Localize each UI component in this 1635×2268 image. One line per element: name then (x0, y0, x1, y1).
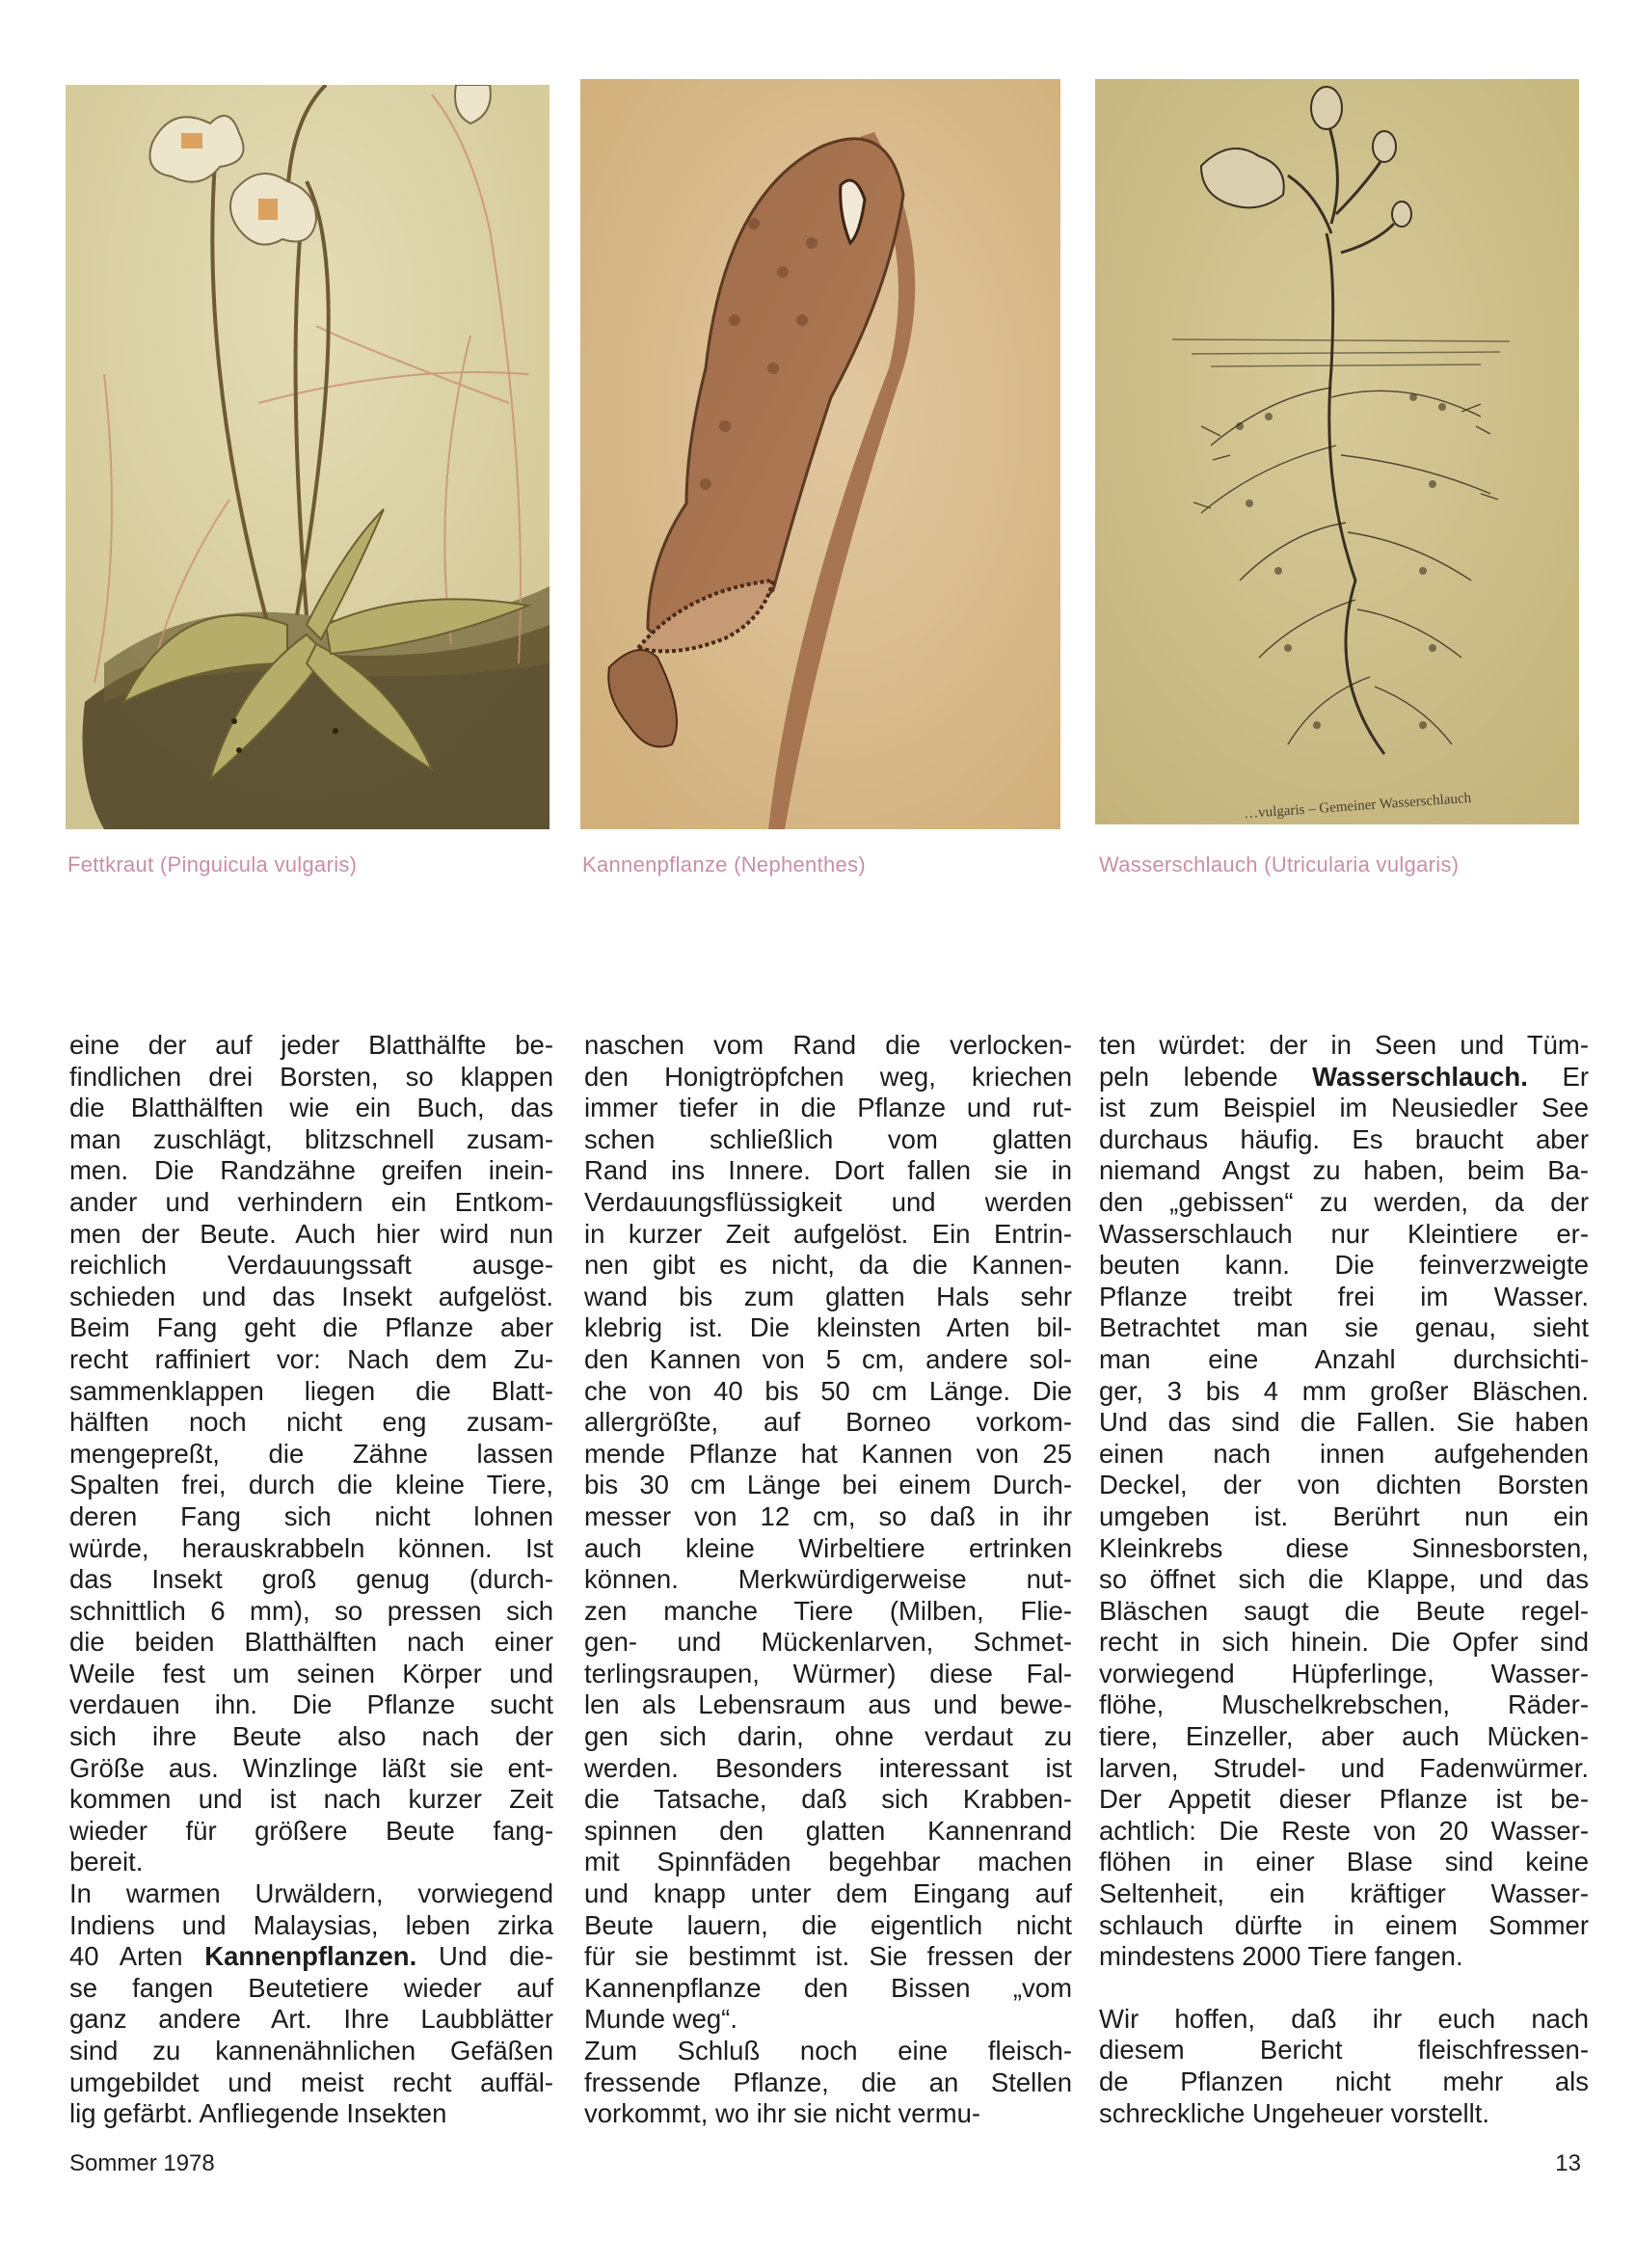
text-line: umgeben ist. Berührt nun ein (1099, 1500, 1589, 1531)
text-column-2 (584, 1030, 1072, 2130)
bladderwort-drawing (1095, 79, 1579, 824)
text-column-1 (69, 1030, 553, 2130)
text-line: lig gefärbt. Anfliegende Insekten (69, 2098, 447, 2129)
bold-term: Kannenpflanzen. (204, 1941, 417, 1972)
text-line: mit Spinnfäden begehbar machen (584, 1847, 1072, 1877)
text-line: sich ihre Beute also nach der (69, 1721, 553, 1752)
text-line: verdauen ihn. Die Pflanze sucht (69, 1689, 553, 1720)
text-line: Und das sind die Fallen. Sie haben (1099, 1407, 1589, 1438)
text-line: schieden und das Insekt aufgelöst. (69, 1281, 553, 1311)
text-line: allergrößte, auf Borneo vorkom- (584, 1407, 1072, 1438)
text-line: Beute lauern, die eigentlich nicht (584, 1909, 1072, 1940)
text-line: che von 40 bis 50 cm Länge. Die (584, 1375, 1072, 1406)
text-line: schnittlich 6 mm), so pressen sich (69, 1595, 553, 1626)
text-line: larven, Strudel- und Fadenwürmer. (1099, 1752, 1589, 1783)
text-line: so öffnet sich die Klappe, und das (1099, 1564, 1589, 1595)
text-line: Munde weg“. (584, 2004, 737, 2035)
text-line: die beiden Blatthälften nach einer (69, 1627, 553, 1658)
text-line: Kannenpflanze den Bissen „vom (584, 1972, 1072, 2003)
text-line: in kurzer Zeit aufgelöst. Ein Entrin- (584, 1218, 1072, 1249)
text-line: durchaus häufig. Es braucht aber (1099, 1123, 1589, 1154)
text-fragment: Und die- (416, 1941, 553, 1972)
text-line: und knapp unter dem Eingang auf (584, 1878, 1072, 1909)
text-line: Verdauungsflüssigkeit und werden (584, 1186, 1072, 1217)
text-line: den Kannen von 5 cm, andere sol- (584, 1343, 1072, 1374)
text-line: Pflanze treibt frei im Wasser. (1099, 1281, 1589, 1311)
text-line: Spalten frei, durch die kleine Tiere, (69, 1470, 553, 1500)
plate-inscription: …vulgaris – Gemeiner Wasserschlauch (1243, 790, 1472, 823)
bold-term: Wasserschlauch. (1312, 1061, 1528, 1092)
text-line: spinnen den glatten Kannenrand (584, 1815, 1072, 1846)
closing-text-line: diesem Bericht fleischfressen- (1099, 2035, 1589, 2066)
text-line: Beim Fang geht die Pflanze aber (69, 1312, 553, 1343)
figure-caption-butterwort: Fettkraut (Pinguicula vulgaris) (67, 852, 358, 877)
text-line: Weile fest um seinen Körper und (69, 1658, 553, 1688)
text-line: reichlich Verdauungssaft ausge- (69, 1250, 553, 1281)
text-line: naschen vom Rand die verlocken- (584, 1030, 1072, 1060)
text-line: auch kleine Wirbeltiere ertrinken (584, 1532, 1072, 1563)
text-line: mende Pflanze hat Kannen von 25 (584, 1438, 1072, 1469)
text-line: niemand Angst zu haben, beim Ba- (1099, 1155, 1589, 1186)
text-line: peln lebende Wasserschlauch. Er (1099, 1061, 1589, 1092)
text-line: Zum Schluß noch eine fleisch- (584, 2036, 1072, 2066)
text-line: den Honigtröpfchen weg, kriechen (584, 1061, 1072, 1092)
text-line: immer tiefer in die Pflanze und rut- (584, 1093, 1072, 1123)
text-line: men der Beute. Auch hier wird nun (69, 1218, 553, 1249)
figure-pitcher-plant-illustration (580, 79, 1060, 829)
text-line: werden. Besonders interessant ist (584, 1752, 1072, 1783)
text-line: wieder für größere Beute fang- (69, 1815, 553, 1846)
text-line: die Blatthälften wie ein Buch, das (69, 1093, 553, 1123)
text-line: In warmen Urwäldern, vorwiegend (69, 1878, 553, 1909)
closing-text-line: Wir hoffen, daß ihr euch nach (1099, 2003, 1589, 2034)
text-line: findlichen drei Borsten, so klappen (69, 1061, 553, 1092)
text-line: recht raffiniert vor: Nach dem Zu- (69, 1343, 553, 1374)
text-line: mengepreßt, die Zähne lassen (69, 1438, 553, 1469)
text-line: einen nach innen aufgehenden (1099, 1438, 1589, 1469)
text-line: Rand ins Innere. Dort fallen sie in (584, 1155, 1072, 1186)
text-line: ander und verhindern ein Entkom- (69, 1186, 553, 1217)
text-line: schlauch dürfte in einem Sommer (1099, 1909, 1589, 1940)
text-line: umgebildet und meist recht auffäl- (69, 2066, 553, 2097)
text-line: flöhen in einer Blase sind keine (1099, 1847, 1589, 1877)
text-line: messer von 12 cm, so daß in ihr (584, 1500, 1072, 1531)
text-line: gen- und Mückenlarven, Schmet- (584, 1627, 1072, 1658)
page-number: 13 (1555, 2150, 1581, 2176)
text-line: sammenklappen liegen die Blatt- (69, 1375, 553, 1406)
text-line: vorkommt, wo ihr sie nicht vermu- (584, 2098, 981, 2129)
butterwort-drawing (66, 85, 549, 829)
text-line: mindestens 2000 Tiere fangen. (1099, 1941, 1463, 1972)
text-line: se fangen Beutetiere wieder auf (69, 1972, 553, 2003)
text-line: schen schließlich vom glatten (584, 1123, 1072, 1154)
text-line: beuten kann. Die feinverzweigte (1099, 1250, 1589, 1281)
text-line: Indiens und Malaysias, leben zirka (69, 1909, 553, 1940)
text-line: achtlich: Die Reste von 20 Wasser- (1099, 1815, 1589, 1846)
text-line: fressende Pflanze, die an Stellen (584, 2066, 1072, 2097)
text-line: man eine Anzahl durchsichti- (1099, 1343, 1589, 1374)
text-line: bis 30 cm Länge bei einem Durch- (584, 1470, 1072, 1500)
text-line: für sie bestimmt ist. Sie fressen der (584, 1941, 1072, 1972)
text-line: deren Fang sich nicht lohnen (69, 1500, 553, 1531)
text-line: Wasserschlauch nur Kleintiere er- (1099, 1218, 1589, 1249)
text-line: würde, herauskrabbeln können. Ist (69, 1532, 553, 1563)
paragraph-gap (1099, 1973, 1589, 2004)
text-line: eine der auf jeder Blatthälfte be- (69, 1030, 553, 1060)
closing-text-line: schreckliche Ungeheuer vorstellt. (1099, 2097, 1490, 2128)
text-line: ger, 3 bis 4 mm großer Bläschen. (1099, 1375, 1589, 1406)
text-line: Seltenheit, ein kräftiger Wasser- (1099, 1878, 1589, 1909)
text-line: wand bis zum glatten Hals sehr (584, 1281, 1072, 1311)
text-line: Betrachtet man sie genau, sieht (1099, 1312, 1589, 1343)
text-line: man zuschlägt, blitzschnell zusam- (69, 1123, 553, 1154)
text-line: terlingsraupen, Würmer) diese Fal- (584, 1658, 1072, 1688)
text-line: ten würdet: der in Seen und Tüm- (1099, 1030, 1589, 1060)
text-line: klebrig ist. Die kleinsten Arten bil- (584, 1312, 1072, 1343)
issue-date: Sommer 1978 (69, 2150, 215, 2176)
text-line: sind zu kannenähnlichen Gefäßen (69, 2036, 553, 2066)
text-line: recht in sich hinein. Die Opfer sind (1099, 1627, 1589, 1658)
text-column-3 (1099, 1030, 1589, 2129)
figure-caption-bladderwort: Wasserschlauch (Utricularia vulgaris) (1099, 852, 1460, 877)
text-line: Kleinkrebs diese Sinnesborsten, (1099, 1532, 1589, 1563)
figure-bladderwort-illustration (1095, 79, 1579, 824)
text-line: Der Appetit dieser Pflanze ist be- (1099, 1784, 1589, 1815)
text-line: zen manche Tiere (Milben, Flie- (584, 1595, 1072, 1626)
text-line: gen sich darin, ohne verdaut zu (584, 1721, 1072, 1752)
figure-caption-pitcher-plant: Kannenpflanze (Nephenthes) (582, 852, 867, 877)
text-line: ist zum Beispiel im Neusiedler See (1099, 1093, 1589, 1123)
closing-text-line: de Pflanzen nicht mehr als (1099, 2066, 1589, 2096)
figure-butterwort-illustration (66, 85, 549, 829)
text-line: men. Die Randzähne greifen inein- (69, 1155, 553, 1186)
text-line: Bläschen saugt die Beute regel- (1099, 1595, 1589, 1626)
text-line: das Insekt groß genug (durch- (69, 1564, 553, 1595)
text-line: ganz andere Art. Ihre Laubblätter (69, 2004, 553, 2035)
text-line: bereit. (69, 1847, 144, 1877)
text-line: kommen und ist nach kurzer Zeit (69, 1784, 553, 1815)
text-line: len als Lebensraum aus und bewe- (584, 1689, 1072, 1720)
text-line: flöhe, Muschelkrebschen, Räder- (1099, 1689, 1589, 1720)
pitcher-plant-drawing (580, 79, 1060, 829)
text-line: nen gibt es nicht, da die Kannen- (584, 1250, 1072, 1281)
text-line: Deckel, der von dichten Borsten (1099, 1470, 1589, 1500)
text-line: Größe aus. Winzlinge läßt sie ent- (69, 1752, 553, 1783)
text-line: 40 Arten Kannenpflanzen. Und die- (69, 1941, 553, 1972)
text-line: den „gebissen“ zu werden, da der (1099, 1186, 1589, 1217)
text-line: tiere, Einzeller, aber auch Mücken- (1099, 1721, 1589, 1752)
text-line: die Tatsache, daß sich Krabben- (584, 1784, 1072, 1815)
text-fragment: Er (1527, 1061, 1589, 1092)
text-line: können. Merkwürdigerweise nut- (584, 1564, 1072, 1595)
text-line: vorwiegend Hüpferlinge, Wasser- (1099, 1658, 1589, 1688)
text-line: hälften noch nicht eng zusam- (69, 1407, 553, 1438)
